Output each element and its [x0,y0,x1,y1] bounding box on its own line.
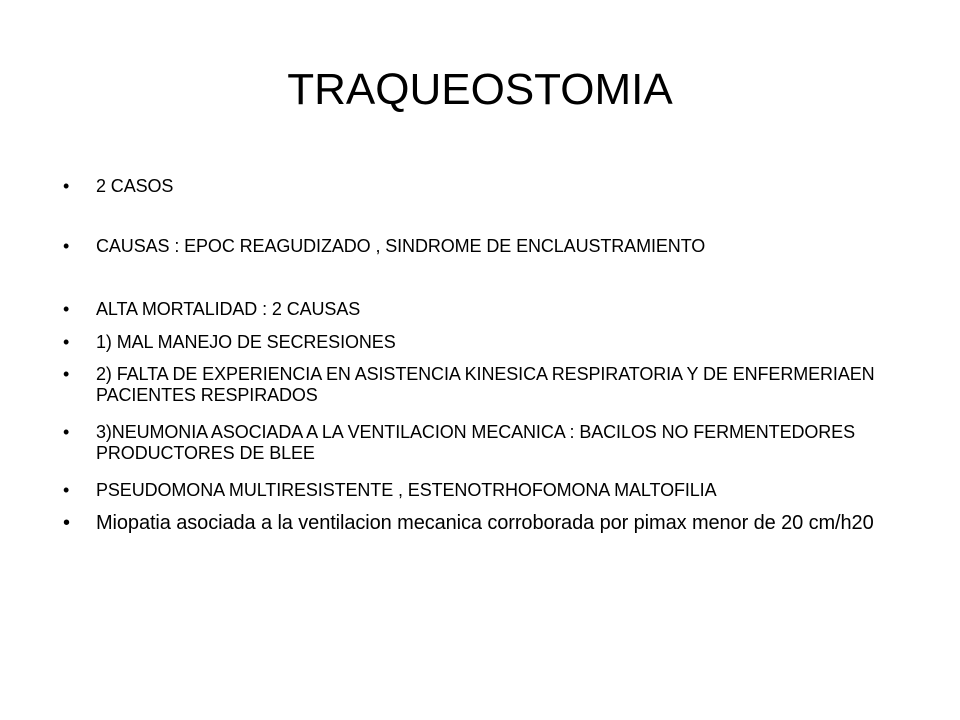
bullet-dot-icon: • [63,299,70,319]
bullet-dot-icon: • [63,364,70,384]
bullet-item-pseudomona [63,480,886,501]
bullet-text: 2 CASOS [96,176,174,196]
bullet-dot-icon: • [63,480,70,500]
bullet-item-falta-experiencia [63,364,886,406]
bullet-text: 3)NEUMONIA ASOCIADA A LA VENTILACION MECANICA : BACILOS NO FERMENTEDORES PRODUCTORES DE BLEE [96,422,855,463]
bullet-text: CAUSAS : EPOC REAGUDIZADO , SINDROME DE ENCLAUSTRAMIENTO [96,236,706,256]
bullet-text: 1) MAL MANEJO DE SECRESIONES [96,332,396,352]
bullet-dot-icon: • [63,512,70,534]
slide-title: TRAQUEOSTOMIA [287,65,673,114]
bullet-dot-icon: • [63,236,70,256]
bullet-item-causas [63,236,886,257]
bullet-item-mal-manejo [63,332,886,353]
bullet-text: 2) FALTA DE EXPERIENCIA EN ASISTENCIA KINESICA RESPIRATORIA Y DE ENFERMERIAEN PACIENTES RESPIRADOS [96,364,875,405]
bullet-dot-icon: • [63,422,70,442]
bullet-item-miopatia [63,512,896,535]
bullet-text: PSEUDOMONA MULTIRESISTENTE , ESTENOTRHOFOMONA MALTOFILIA [96,480,717,500]
bullet-text: ALTA MORTALIDAD : 2 CAUSAS [96,299,361,319]
bullet-item-alta-mortalidad [63,299,886,320]
bullet-text: Miopatia asociada a la ventilacion mecanica corroborada por pimax menor de 20 cm/h20 [96,512,874,534]
bullet-dot-icon: • [63,176,70,196]
bullet-dot-icon: • [63,332,70,352]
bullet-item-neumonia [63,422,886,464]
bullet-item-2-casos [63,176,886,197]
